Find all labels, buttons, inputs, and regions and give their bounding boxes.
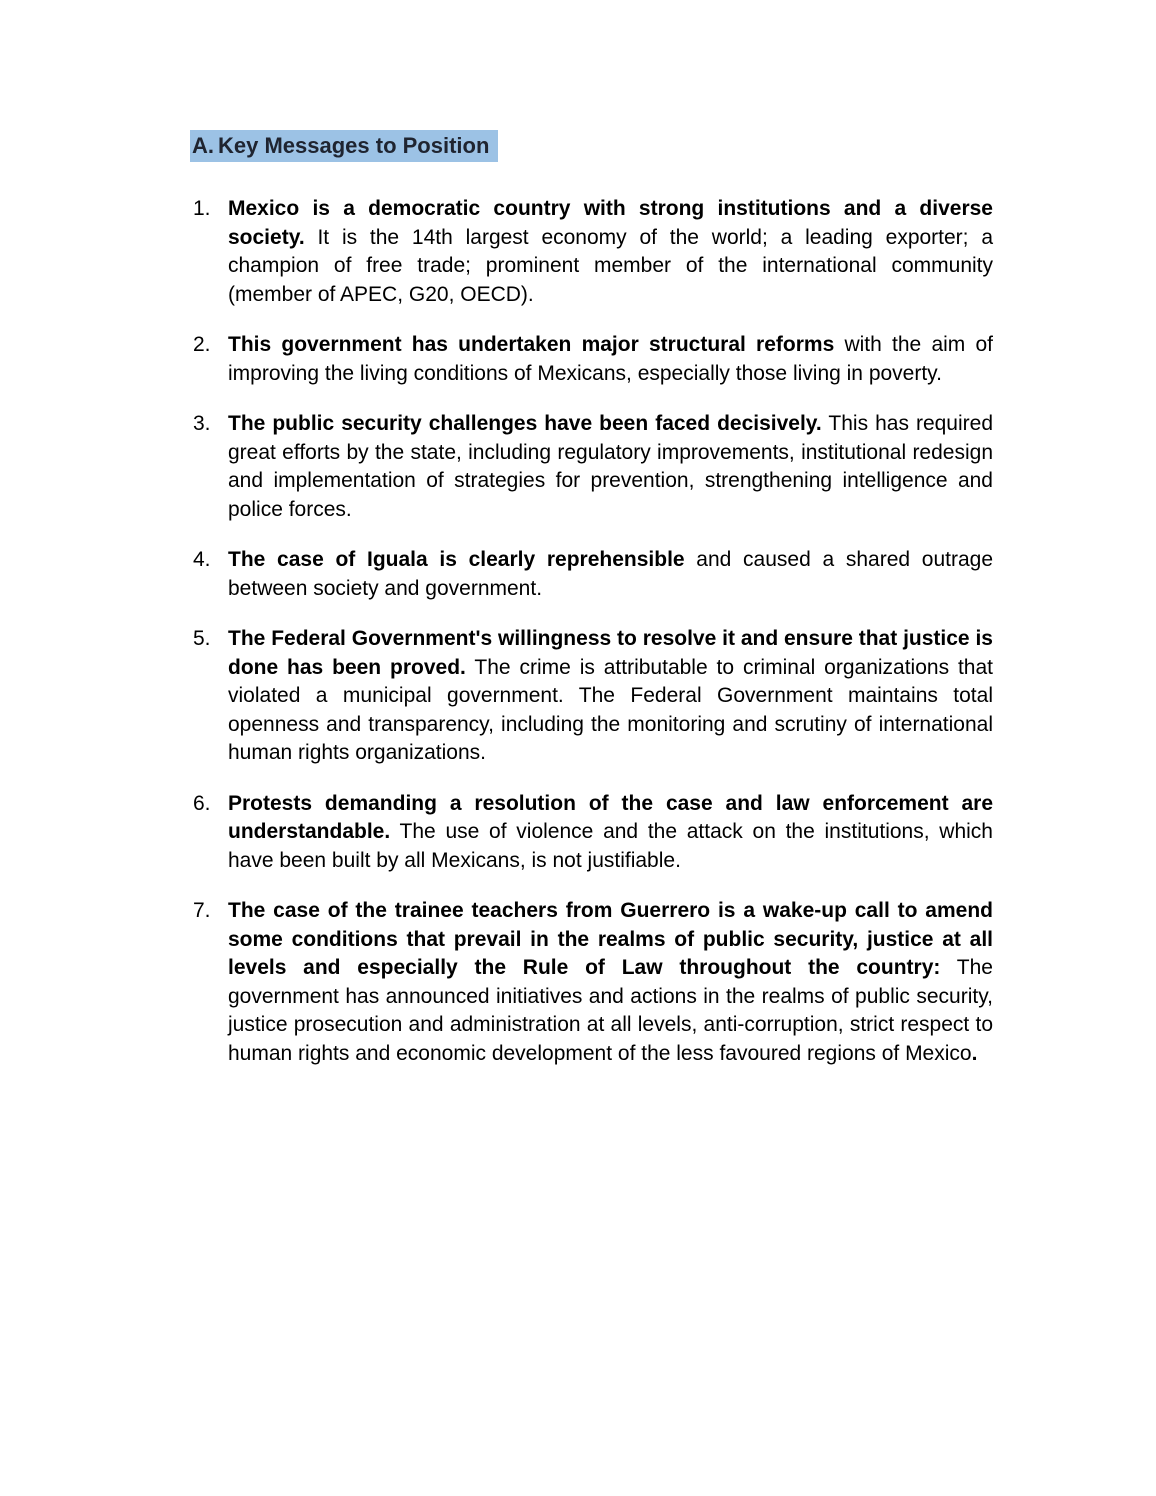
list-item-lead-bold: This government has undertaken major structural reforms	[228, 333, 835, 356]
list-item-text	[228, 331, 993, 388]
list-item	[190, 897, 993, 1068]
list-item-text	[228, 897, 993, 1068]
list-item-body: This has required great efforts by the state, including regulatory improvements, institutional redesign and implementation of strategies for prevention, strengthening intelligence and police forces.	[228, 412, 993, 521]
document-content	[190, 130, 993, 1068]
list-item-body: It is the 14th largest economy of the world; a leading exporter; a champion of free trade; prominent member of the international community (member of APEC, G20, OECD).	[228, 225, 993, 306]
list-item-number: 1.	[193, 197, 211, 220]
list-item	[190, 625, 993, 768]
heading-label: A.	[192, 133, 214, 158]
list-item-lead-bold: Protests demanding a resolution of the case and law enforcement are understandable.	[228, 791, 993, 843]
list-item-body: The crime is attributable to criminal organizations that violated a municipal government. The Federal Government maintains total openness and transparency, including the monitoring and scrutiny of international human rights organizations.	[228, 655, 993, 764]
list-item	[190, 410, 993, 524]
list-item-text	[228, 625, 993, 768]
section-heading	[190, 130, 993, 162]
list-item-tail-bold: .	[971, 1041, 978, 1065]
list-item-number: 3.	[193, 412, 211, 435]
list-item-lead-bold: The case of Iguala is clearly reprehensible	[228, 548, 685, 571]
list-item-lead-bold: The public security challenges have been faced decisively.	[228, 412, 822, 435]
list-item	[190, 546, 993, 603]
list-item	[190, 790, 993, 876]
list-item-number: 6.	[193, 791, 211, 815]
heading-title: Key Messages to Position	[218, 133, 490, 158]
list-item-text	[228, 410, 993, 524]
list-item	[190, 331, 993, 388]
heading-highlight	[190, 130, 498, 162]
list-item-text	[228, 546, 993, 603]
list-item-body: The use of violence and the attack on the institutions, which have been built by all Mexicans, is not justifiable.	[228, 820, 993, 872]
key-messages-list	[190, 195, 993, 1068]
list-item-lead-bold: The case of the trainee teachers from Guerrero is a wake-up call to amend some conditions that prevail in the realms of public security, justice at all levels and especially the Rule of Law throughout the country:	[228, 899, 993, 979]
list-item-text	[228, 790, 993, 876]
list-item-lead-bold: The Federal Government's willingness to resolve it and ensure that justice is done has been proved.	[228, 627, 993, 679]
list-item-number: 5.	[193, 627, 211, 650]
list-item-body: and caused a shared outrage between society and government.	[228, 548, 993, 600]
list-item-lead-bold: Mexico is a democratic country with strong institutions and a diverse society.	[228, 197, 993, 249]
list-item-number: 7.	[193, 899, 211, 922]
list-item-body: The government has announced initiatives and actions in the realms of public security, justice prosecution and administration at all levels, anti-corruption, strict respect to human rights and economic development of the less favoured regions of Mexico	[228, 956, 993, 1065]
list-item-text	[228, 195, 993, 309]
list-item	[190, 195, 993, 309]
list-item-body: with the aim of improving the living conditions of Mexicans, especially those living in poverty.	[228, 333, 994, 385]
list-item-number: 2.	[193, 333, 211, 356]
list-item-number: 4.	[193, 548, 211, 571]
